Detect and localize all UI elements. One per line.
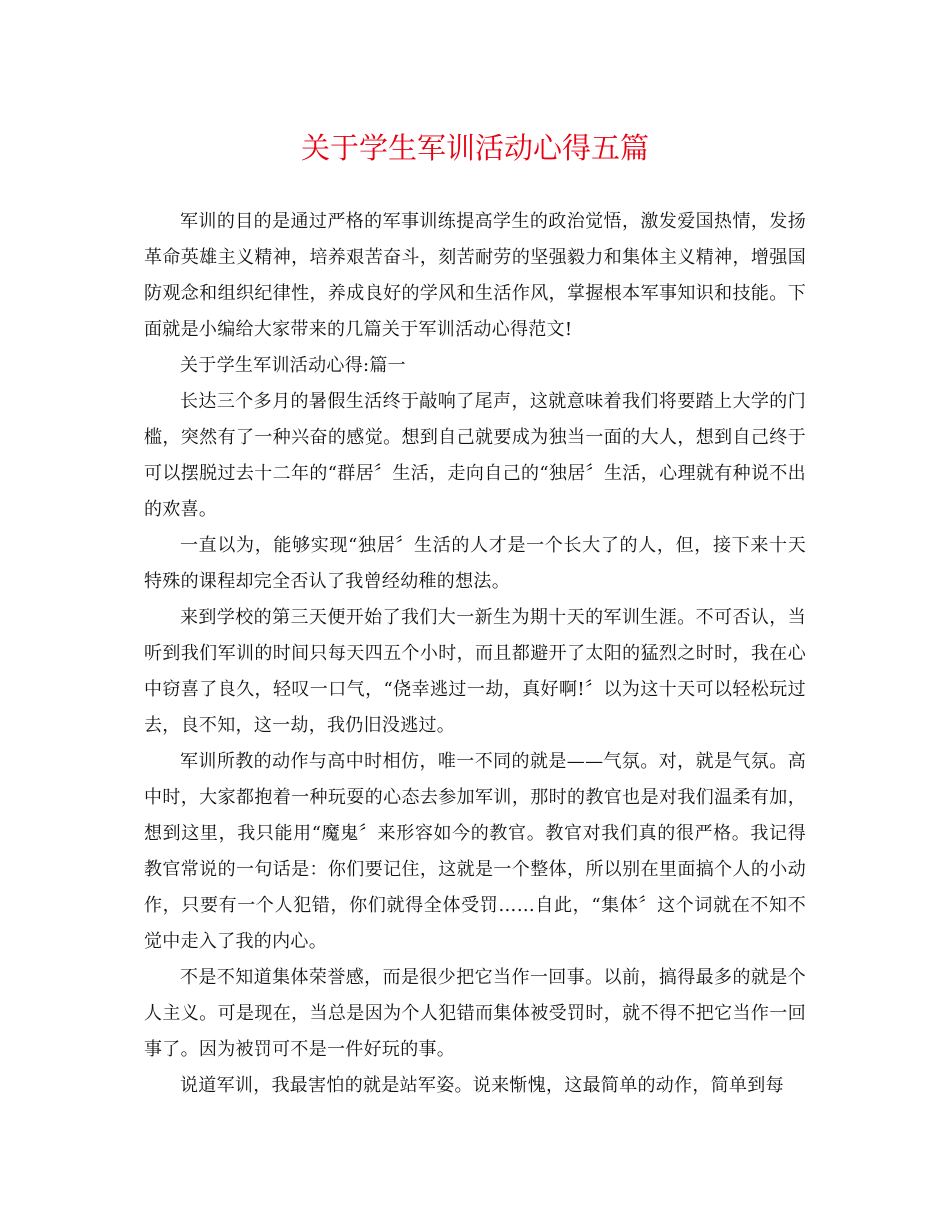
document-title: 关于学生军训活动心得五篇 [300, 131, 649, 165]
paragraph: 说道军训，我最害怕的就是站军姿。说来惭愧，这最简单的动作，简单到每 [180, 1075, 784, 1096]
section-heading: 关于学生军训活动心得:篇一 [180, 355, 406, 376]
paragraph: 来到学校的第三天便开始了我们大一新生为期十天的军训生涯。不可否认，当听到我们军训的时间只每天四五个小时，而且都避开了太阳的猛烈之时时，我在心中窃喜了良久，轻叹一口气，“侥幸逃过一劫，真好啊!〞以为这十天可以轻松玩过去，良不知，这一劫，我仍旧没逃过。 [144, 607, 806, 736]
paragraph: 长达三个多月的暑假生活终于敲响了尾声，这就意味着我们将要踏上大学的门槛，突然有了一种兴奋的感觉。想到自己就要成为独当一面的大人，想到自己终于可以摆脱过去十二年的“群居〞生活，走向自己的“独居〞生活，心理就有种说不出的欢喜。 [144, 391, 806, 520]
document-page [144, 128, 806, 1104]
paragraph: 军训所教的动作与高中时相仿，唯一不同的就是——气氛。对，就是气氛。高中时，大家都抱着一种玩耍的心态去参加军训，那时的教官也是对我们温柔有加，想到这里，我只能用“魔鬼〞来形容如今的教官。教官对我们真的很严格。我记得教官常说的一句话是：你们要记住，这就是一个整体，所以别在里面搞个人的小动作，只要有一个人犯错，你们就得全体受罚……自此，“集体〞这个词就在不知不觉中走入了我的内心。 [144, 751, 806, 952]
paragraph: 不是不知道集体荣誉感，而是很少把它当作一回事。以前，搞得最多的就是个人主义。可是现在，当总是因为个人犯错而集体被受罚时，就不得不把它当作一回事了。因为被罚可不是一件好玩的事。 [144, 967, 806, 1060]
paragraph: 一直以为，能够实现“独居〞生活的人才是一个长大了的人，但，接下来十天特殊的课程却完全否认了我曾经幼稚的想法。 [144, 535, 806, 592]
paragraph-intro: 军训的目的是通过严格的军事训练提高学生的政治觉悟，激发爱国热情，发扬革命英雄主义精神，培养艰苦奋斗，刻苦耐劳的坚强毅力和集体主义精神，增强国防观念和组织纪律性，养成良好的学风和生活作风，掌握根本军事知识和技能。下面就是小编给大家带来的几篇关于军训活动心得范文! [144, 211, 806, 340]
